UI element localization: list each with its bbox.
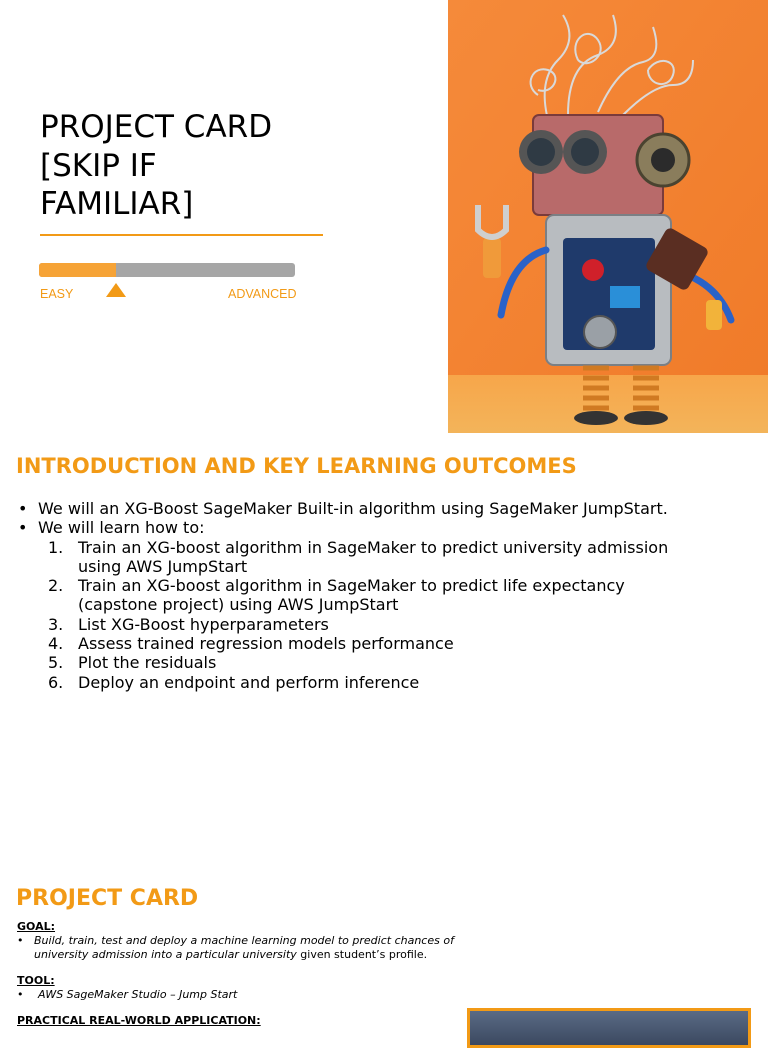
- list-item: [18, 653, 718, 672]
- bullet: •: [17, 934, 24, 947]
- list-item-text: Train an XG-boost algorithm in SageMaker to predict life expectancy: [78, 576, 625, 596]
- goal-text-tail: given student’s profile.: [296, 947, 428, 961]
- robot-toy-image: [448, 0, 768, 433]
- intro-bullet: • We will an XG-Boost SageMaker Built-in algorithm using SageMaker JumpStart.: [18, 499, 718, 518]
- difficulty-advanced-label: ADVANCED: [228, 287, 297, 301]
- application-image: [467, 1008, 751, 1048]
- project-card-heading: PROJECT CARD: [16, 886, 199, 911]
- list-item-text: Deploy an endpoint and perform inference: [78, 672, 420, 692]
- tool-item: [17, 988, 237, 1002]
- list-item-text: Plot the residuals: [78, 653, 217, 673]
- list-item: [18, 576, 718, 615]
- list-item-number: 6.: [48, 672, 64, 692]
- difficulty-bar-fill: [39, 263, 116, 277]
- page-title: [40, 108, 340, 224]
- list-item-text: Assess trained regression models performance: [78, 634, 454, 654]
- title-line: [SKIP IF: [40, 147, 157, 184]
- intro-heading: INTRODUCTION AND KEY LEARNING OUTCOMES: [16, 454, 577, 478]
- outcome-list: [18, 538, 718, 692]
- goal-text-line-1: Build, train, test and deploy a machine learning model to predict chances of: [34, 934, 454, 947]
- practical-application-label: PRACTICAL REAL-WORLD APPLICATION:: [17, 1014, 261, 1027]
- title-line: PROJECT CARD: [40, 109, 273, 145]
- list-item: [18, 615, 718, 634]
- list-item-number: 5.: [48, 653, 64, 673]
- learning-outcomes: [18, 499, 718, 692]
- list-item-number: 3.: [48, 614, 64, 634]
- tool-text: AWS SageMaker Studio – Jump Start: [38, 988, 238, 1001]
- goal-text-line-2: university admission into a particular university: [34, 947, 297, 961]
- difficulty-marker-icon: [106, 283, 126, 297]
- list-item: [18, 634, 718, 653]
- list-item: [18, 538, 718, 577]
- list-item-text: Train an XG-boost algorithm in SageMaker to predict university admission: [78, 537, 669, 557]
- list-item-number: 2.: [48, 576, 64, 596]
- bullet: •: [17, 988, 24, 1001]
- tool-label: TOOL:: [17, 974, 55, 987]
- list-item: [18, 673, 718, 692]
- title-line: FAMILIAR]: [40, 186, 194, 222]
- title-underline: [40, 234, 323, 236]
- difficulty-bar: [39, 263, 295, 277]
- list-item-text: List XG-Boost hyperparameters: [78, 614, 329, 634]
- difficulty-easy-label: EASY: [40, 287, 74, 301]
- goal-label: GOAL:: [17, 920, 56, 933]
- intro-bullet: • We will learn how to:: [18, 518, 718, 537]
- list-item-number: 1.: [48, 537, 64, 557]
- list-item-text: (capstone project) using AWS JumpStart: [78, 595, 399, 615]
- goal-item: [17, 934, 487, 961]
- list-item-text: using AWS JumpStart: [78, 556, 248, 576]
- list-item-number: 4.: [48, 634, 64, 654]
